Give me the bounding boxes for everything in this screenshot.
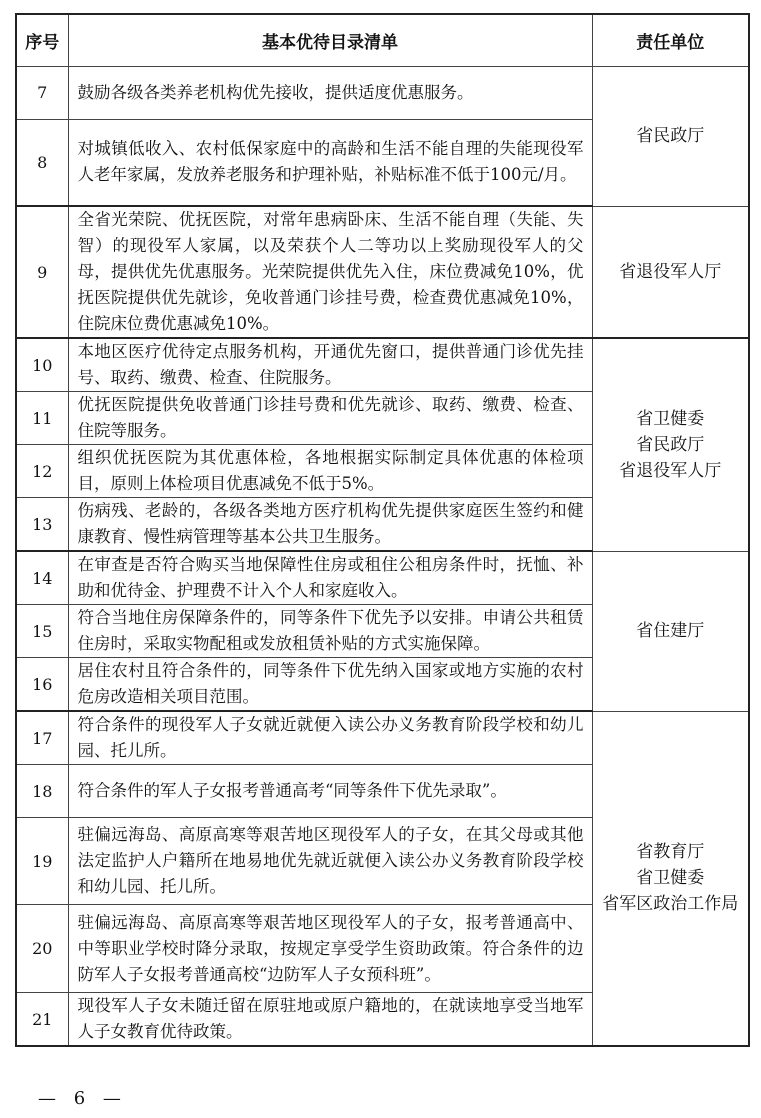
row-text: 优抚医院提供免收普通门诊挂号费和优先就诊、取药、缴费、检查、住院等服务。 (68, 392, 592, 445)
row-text: 现役军人子女未随迁留在原驻地或原户籍地的，在就读地享受当地军人子女教育优待政策。 (68, 993, 592, 1047)
table-row (16, 338, 749, 392)
unit-name: 省卫健委 (636, 868, 705, 889)
unit-name: 省住建厅 (636, 621, 705, 641)
unit-name: 省退役军人厅 (619, 460, 722, 481)
responsible-unit (592, 338, 749, 551)
row-number: 17 (16, 711, 68, 765)
row-text: 在审查是否符合购买当地保障性住房或租住公租房条件时，抚恤、补助和优待金、护理费不计入个人和家庭收入。 (68, 551, 592, 605)
header-item-list: 基本优待目录清单 (68, 14, 592, 66)
row-number: 13 (16, 498, 68, 552)
row-text: 伤病残、老龄的，各级各类地方医疗机构优先提供家庭医生签约和健康教育、慢性病管理等基本公共卫生服务。 (68, 498, 592, 552)
row-number: 18 (16, 765, 68, 818)
row-number: 21 (16, 993, 68, 1047)
row-number: 15 (16, 605, 68, 658)
row-text: 对城镇低收入、农村低保家庭中的高龄和生活不能自理的失能现役军人老年家属，发放养老服务和护理补贴，补贴标准不低于100元/月。 (68, 119, 592, 206)
table-row (16, 551, 749, 605)
row-number: 16 (16, 658, 68, 712)
responsible-unit (592, 66, 749, 206)
row-text: 符合条件的军人子女报考普通高考“同等条件下优先录取”。 (68, 765, 592, 818)
table-header-row (16, 14, 749, 66)
table-row (16, 711, 749, 765)
row-number: 12 (16, 445, 68, 498)
table-row (16, 66, 749, 119)
unit-name: 省退役军人厅 (619, 261, 722, 282)
row-number: 7 (16, 66, 68, 119)
unit-name: 省教育厅 (636, 842, 705, 863)
row-text: 符合当地住房保障条件的，同等条件下优先予以安排。申请公共租赁住房时，采取实物配租或发放租赁补贴的方式实施保障。 (68, 605, 592, 658)
row-text: 驻偏远海岛、高原高寒等艰苦地区现役军人的子女，报考普通高中、中等职业学校时降分录取，按规定享受学生资助政策。符合条件的边防军人子女报考普通高校“边防军人子女预科班”。 (68, 905, 592, 993)
row-text: 鼓励各级各类养老机构优先接收，提供适度优惠服务。 (68, 66, 592, 119)
row-text: 驻偏远海岛、高原高寒等艰苦地区现役军人的子女，在其父母或其他法定监护人户籍所在地易地优先就近就便入读公办义务教育阶段学校和幼儿园、托儿所。 (68, 818, 592, 905)
row-number: 10 (16, 338, 68, 392)
row-number: 8 (16, 119, 68, 206)
responsible-unit (592, 551, 749, 711)
row-number: 20 (16, 905, 68, 993)
row-text: 本地区医疗优待定点服务机构，开通优先窗口，提供普通门诊优先挂号、取药、缴费、检查、住院服务。 (68, 338, 592, 392)
row-text: 符合条件的现役军人子女就近就便入读公办义务教育阶段学校和幼儿园、托儿所。 (68, 711, 592, 765)
page-number: — 6 — (38, 1088, 127, 1109)
row-text: 全省光荣院、优抚医院，对常年患病卧床、生活不能自理（失能、失智）的现役军人家属，以及荣获个人二等功以上奖励现役军人的父母，提供优先优惠服务。光荣院提供优先入住，床位费减免10%，优抚医院提供优先就诊，免收普通门诊挂号费，检查费优惠减免10%，住院床位费优惠减免10%。 (68, 206, 592, 338)
row-number: 19 (16, 818, 68, 905)
responsible-unit (592, 711, 749, 1046)
table-row (16, 206, 749, 338)
unit-name: 省卫健委 (636, 408, 705, 429)
row-number: 14 (16, 551, 68, 605)
unit-name: 省民政厅 (636, 126, 705, 146)
header-serial-number: 序号 (16, 14, 68, 66)
row-text: 组织优抚医院为其优惠体检，各地根据实际制定具体优惠的体检项目，原则上体检项目优惠减免不低于5%。 (68, 445, 592, 498)
row-number: 9 (16, 206, 68, 338)
unit-name: 省民政厅 (636, 434, 705, 455)
unit-name: 省军区政治工作局 (602, 894, 739, 915)
responsible-unit (592, 206, 749, 338)
preferential-treatment-table (15, 13, 750, 1047)
header-responsible-unit: 责任单位 (592, 14, 749, 66)
row-number: 11 (16, 392, 68, 445)
row-text: 居住农村且符合条件的，同等条件下优先纳入国家或地方实施的农村危房改造相关项目范围。 (68, 658, 592, 712)
